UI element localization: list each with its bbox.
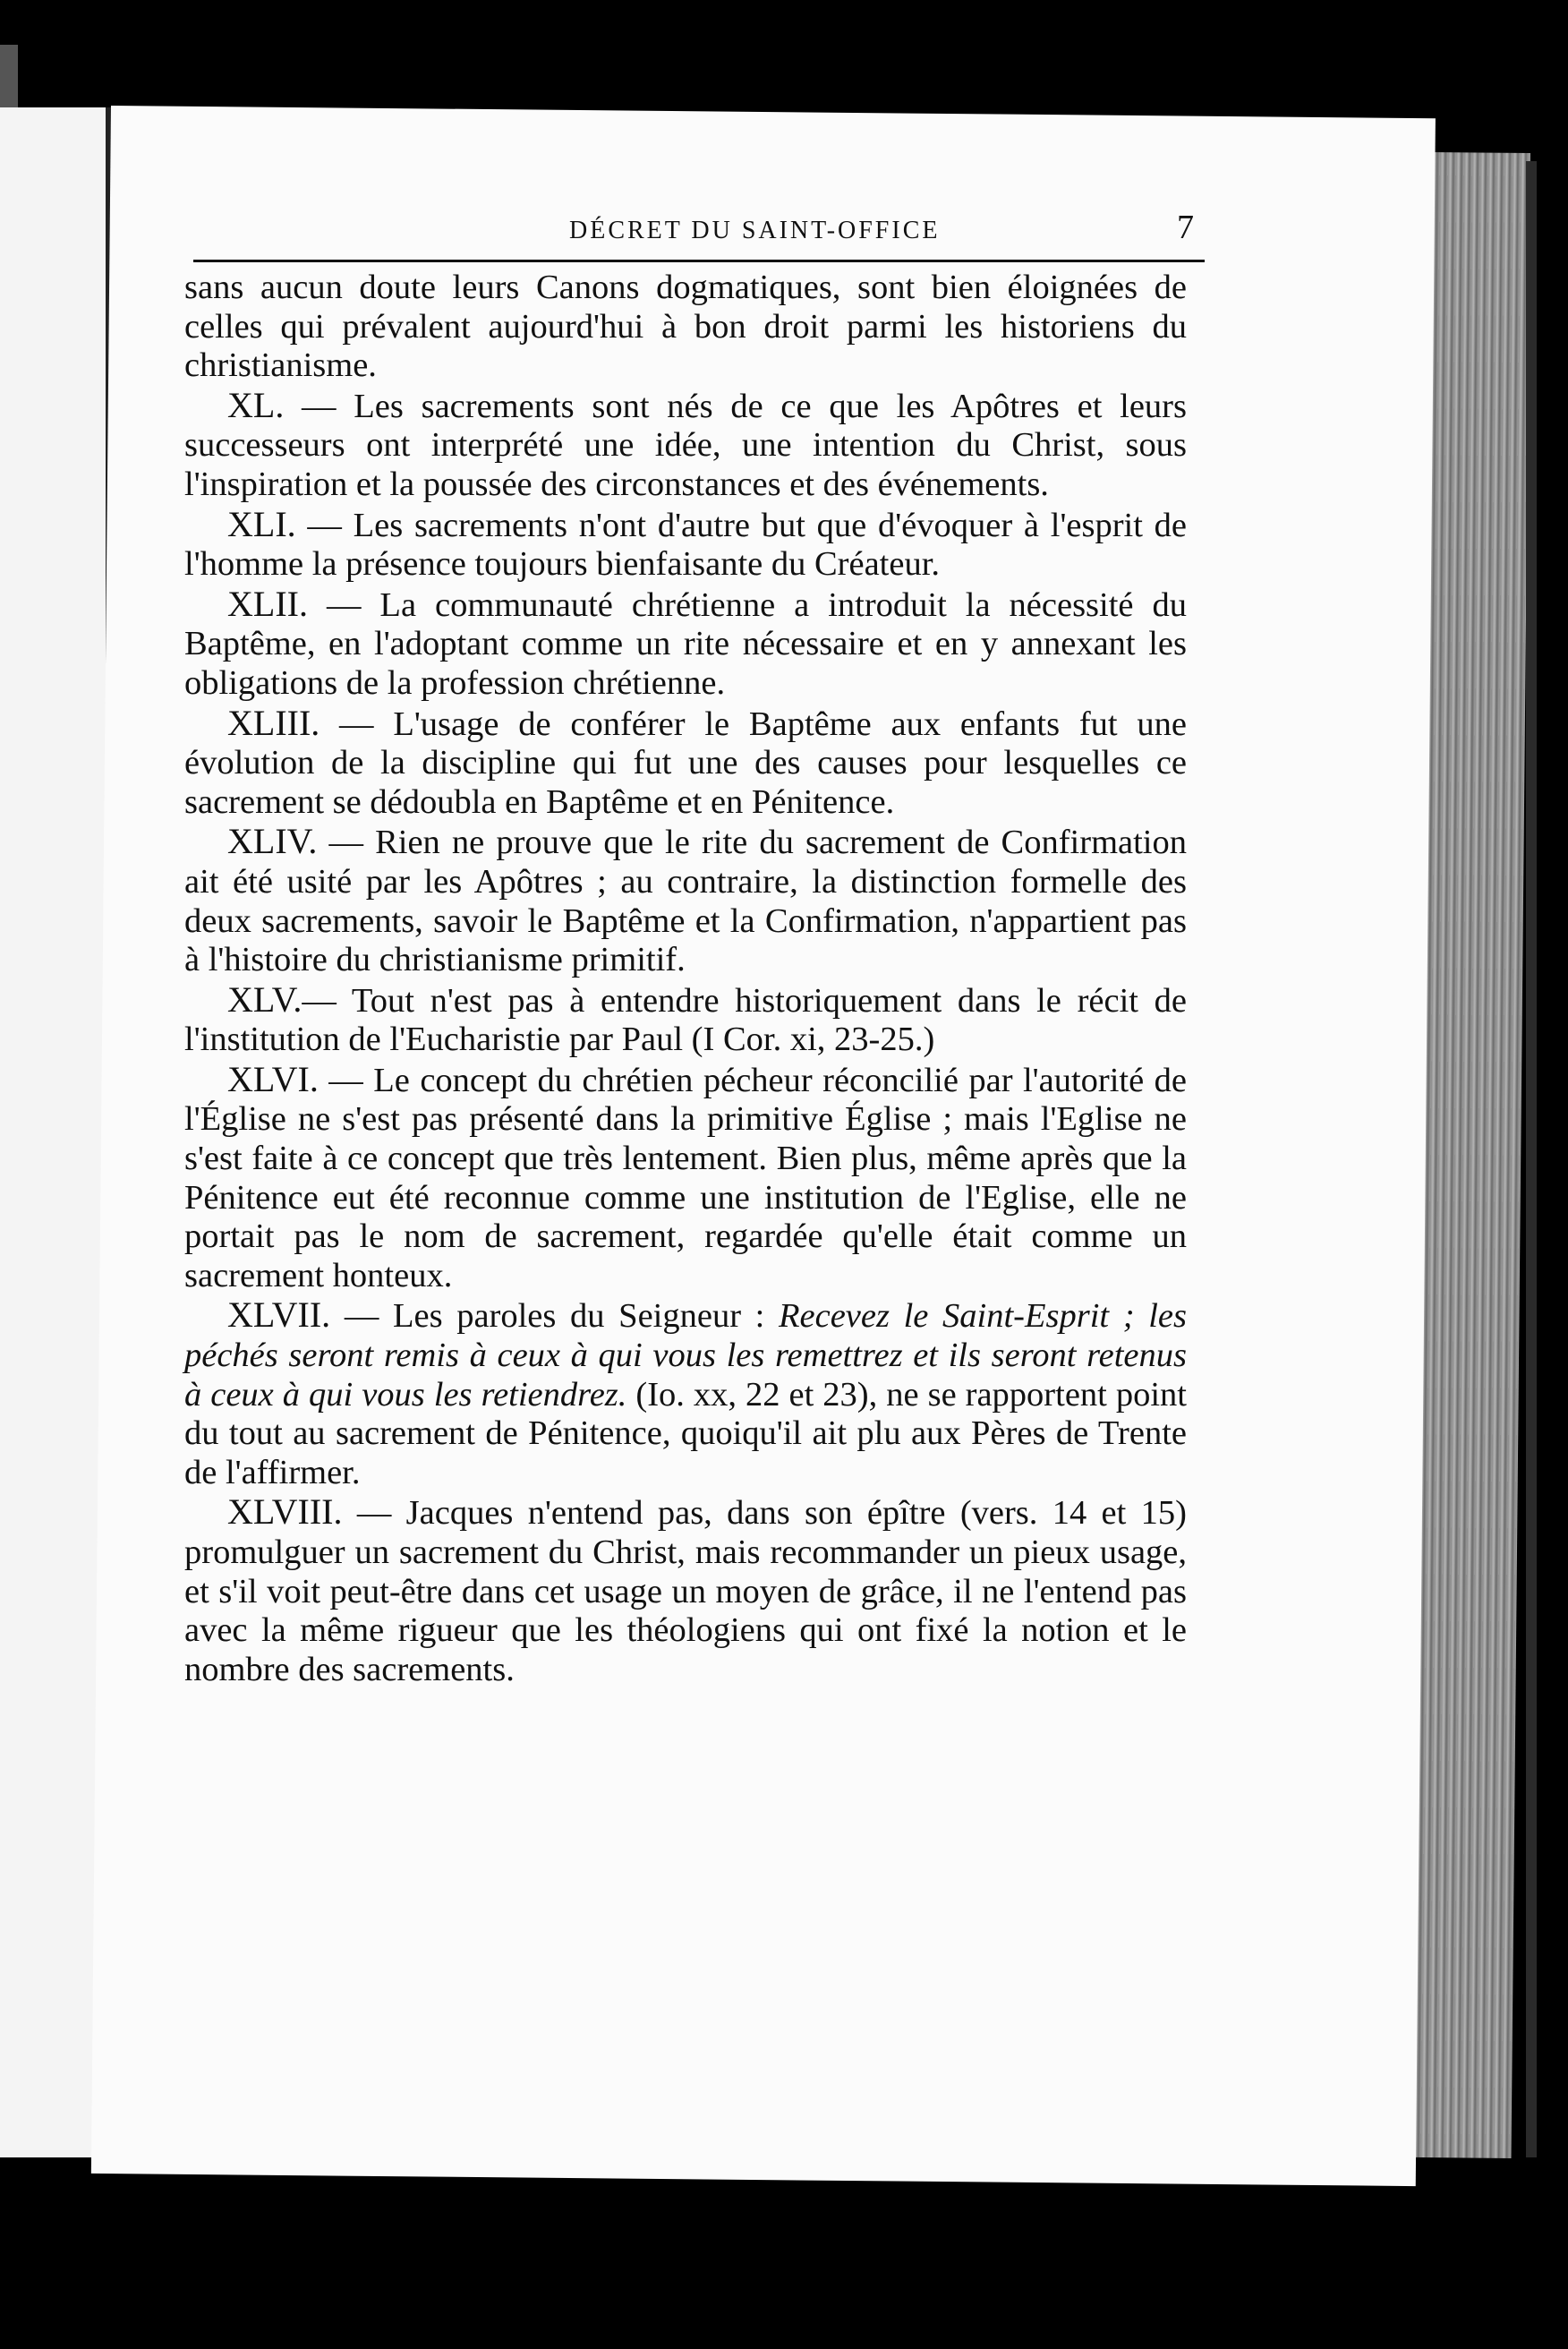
paragraph-xlii (184, 585, 1187, 704)
paragraph-continuation (184, 269, 1187, 386)
paragraph-text: sans aucun doute leurs Canons dogmatiques, sont bien éloignées de celles qui prévalent aujourd'hui à bon droit parmi les historiens du christianisme. (184, 269, 1187, 385)
proposition-number: XLVII. (227, 1294, 331, 1336)
paragraph-xl (184, 386, 1187, 505)
paragraph-text: — Tout n'est pas à entendre historiquement dans le récit de l'institution de l'Eucharistie par Paul (I Cor. xi, 23-25.) (184, 981, 1187, 1059)
scan-left-margin (0, 45, 18, 116)
paragraph-xlv (184, 980, 1187, 1060)
paragraph-xli (184, 505, 1187, 585)
quoted-scripture: Recevez le Saint-Esprit ; les péchés seront remis à ceux à qui vous les remettrez et ils seront retenus à ceux à qui vous les retiendrez. (184, 1297, 1187, 1414)
paragraph-text: (Io. xx, 22 et 23), ne se rapportent point du tout au sacrement de Pénitence, quoiqu'il ait plu aux Pères de Trente de l'affirmer. (184, 1375, 1187, 1491)
proposition-number: XLVIII. (227, 1491, 343, 1533)
proposition-number: XLIII. (227, 702, 320, 743)
paragraph-text: — L'usage de conférer le Baptême aux enfants fut une évolution de la discipline qui fut une des causes pour lesquelles ce sacrement se dédoubla en Baptême et en Pénitence. (184, 705, 1187, 821)
paragraph-text: — Les sacrements sont nés de ce que les Apôtres et leurs successeurs ont interprété une idée, une intention du Christ, sous l'inspiration et la poussée des circonstances et des événements. (184, 387, 1187, 503)
paragraph-xlvi (184, 1060, 1187, 1296)
paragraph-xlviii (184, 1492, 1187, 1689)
paragraph-text: — Jacques n'entend pas, dans son épître (vers. 14 et 15) promulguer un sacrement du Christ, mais recommander un pieux usage, et s'il voit peut-être dans cet usage un moyen de grâce, il ne l'entend pas avec la même rigueur que les théologiens qui ont fixé la notion et le nombre des sacrements. (184, 1494, 1187, 1688)
proposition-number: XLVI. (227, 1058, 319, 1099)
paragraph-xlvii (184, 1295, 1187, 1492)
paragraph-xliii (184, 704, 1187, 823)
proposition-number: XLI. (227, 503, 296, 544)
book-page-stack-edge (1526, 161, 1537, 2157)
paragraph-xliv (184, 822, 1187, 979)
paragraph-text: — Le concept du chrétien pécheur réconcilié par l'autorité de l'Église ne s'est pas présenté dans la primitive Église ; mais l'Eglise ne s'est faite à ce concept que très lentement. Bien plus, même après que la Pénitence eut été reconnue comme une institution de l'Eglise, elle ne portait pas le nom de sacrement, regardée qu'elle était comme un sacrement honteux. (184, 1061, 1187, 1294)
paragraph-text: — Rien ne prouve que le rite du sacrement de Confirmation ait été usité par les Apôtres ; au contraire, la distinction formelle des deux sacrements, savoir le Baptême et la Confirmation, n'appartient pas à l'histoire du christianisme primitif. (184, 824, 1187, 979)
proposition-number: XLV. (227, 978, 303, 1020)
page-number: 7 (1177, 209, 1194, 246)
proposition-number: XLII. (227, 583, 308, 624)
paragraph-text: — La communauté chrétienne a introduit la nécessité du Baptême, en l'adoptant comme un rite nécessaire et en y annexant les obligations de la profession chrétienne. (184, 585, 1187, 702)
running-title: DÉCRET DU SAINT-OFFICE (569, 217, 941, 244)
paragraph-text: — Les paroles du Seigneur : (330, 1297, 780, 1336)
body-text (184, 269, 1187, 1689)
paragraph-text: — Les sacrements n'ont d'autre but que d'évoquer à l'esprit de l'homme la présence toujours bienfaisante du Créateur. (184, 506, 1187, 584)
running-head (193, 197, 1205, 262)
proposition-number: XLIV. (227, 821, 318, 862)
proposition-number: XL. (227, 384, 285, 425)
